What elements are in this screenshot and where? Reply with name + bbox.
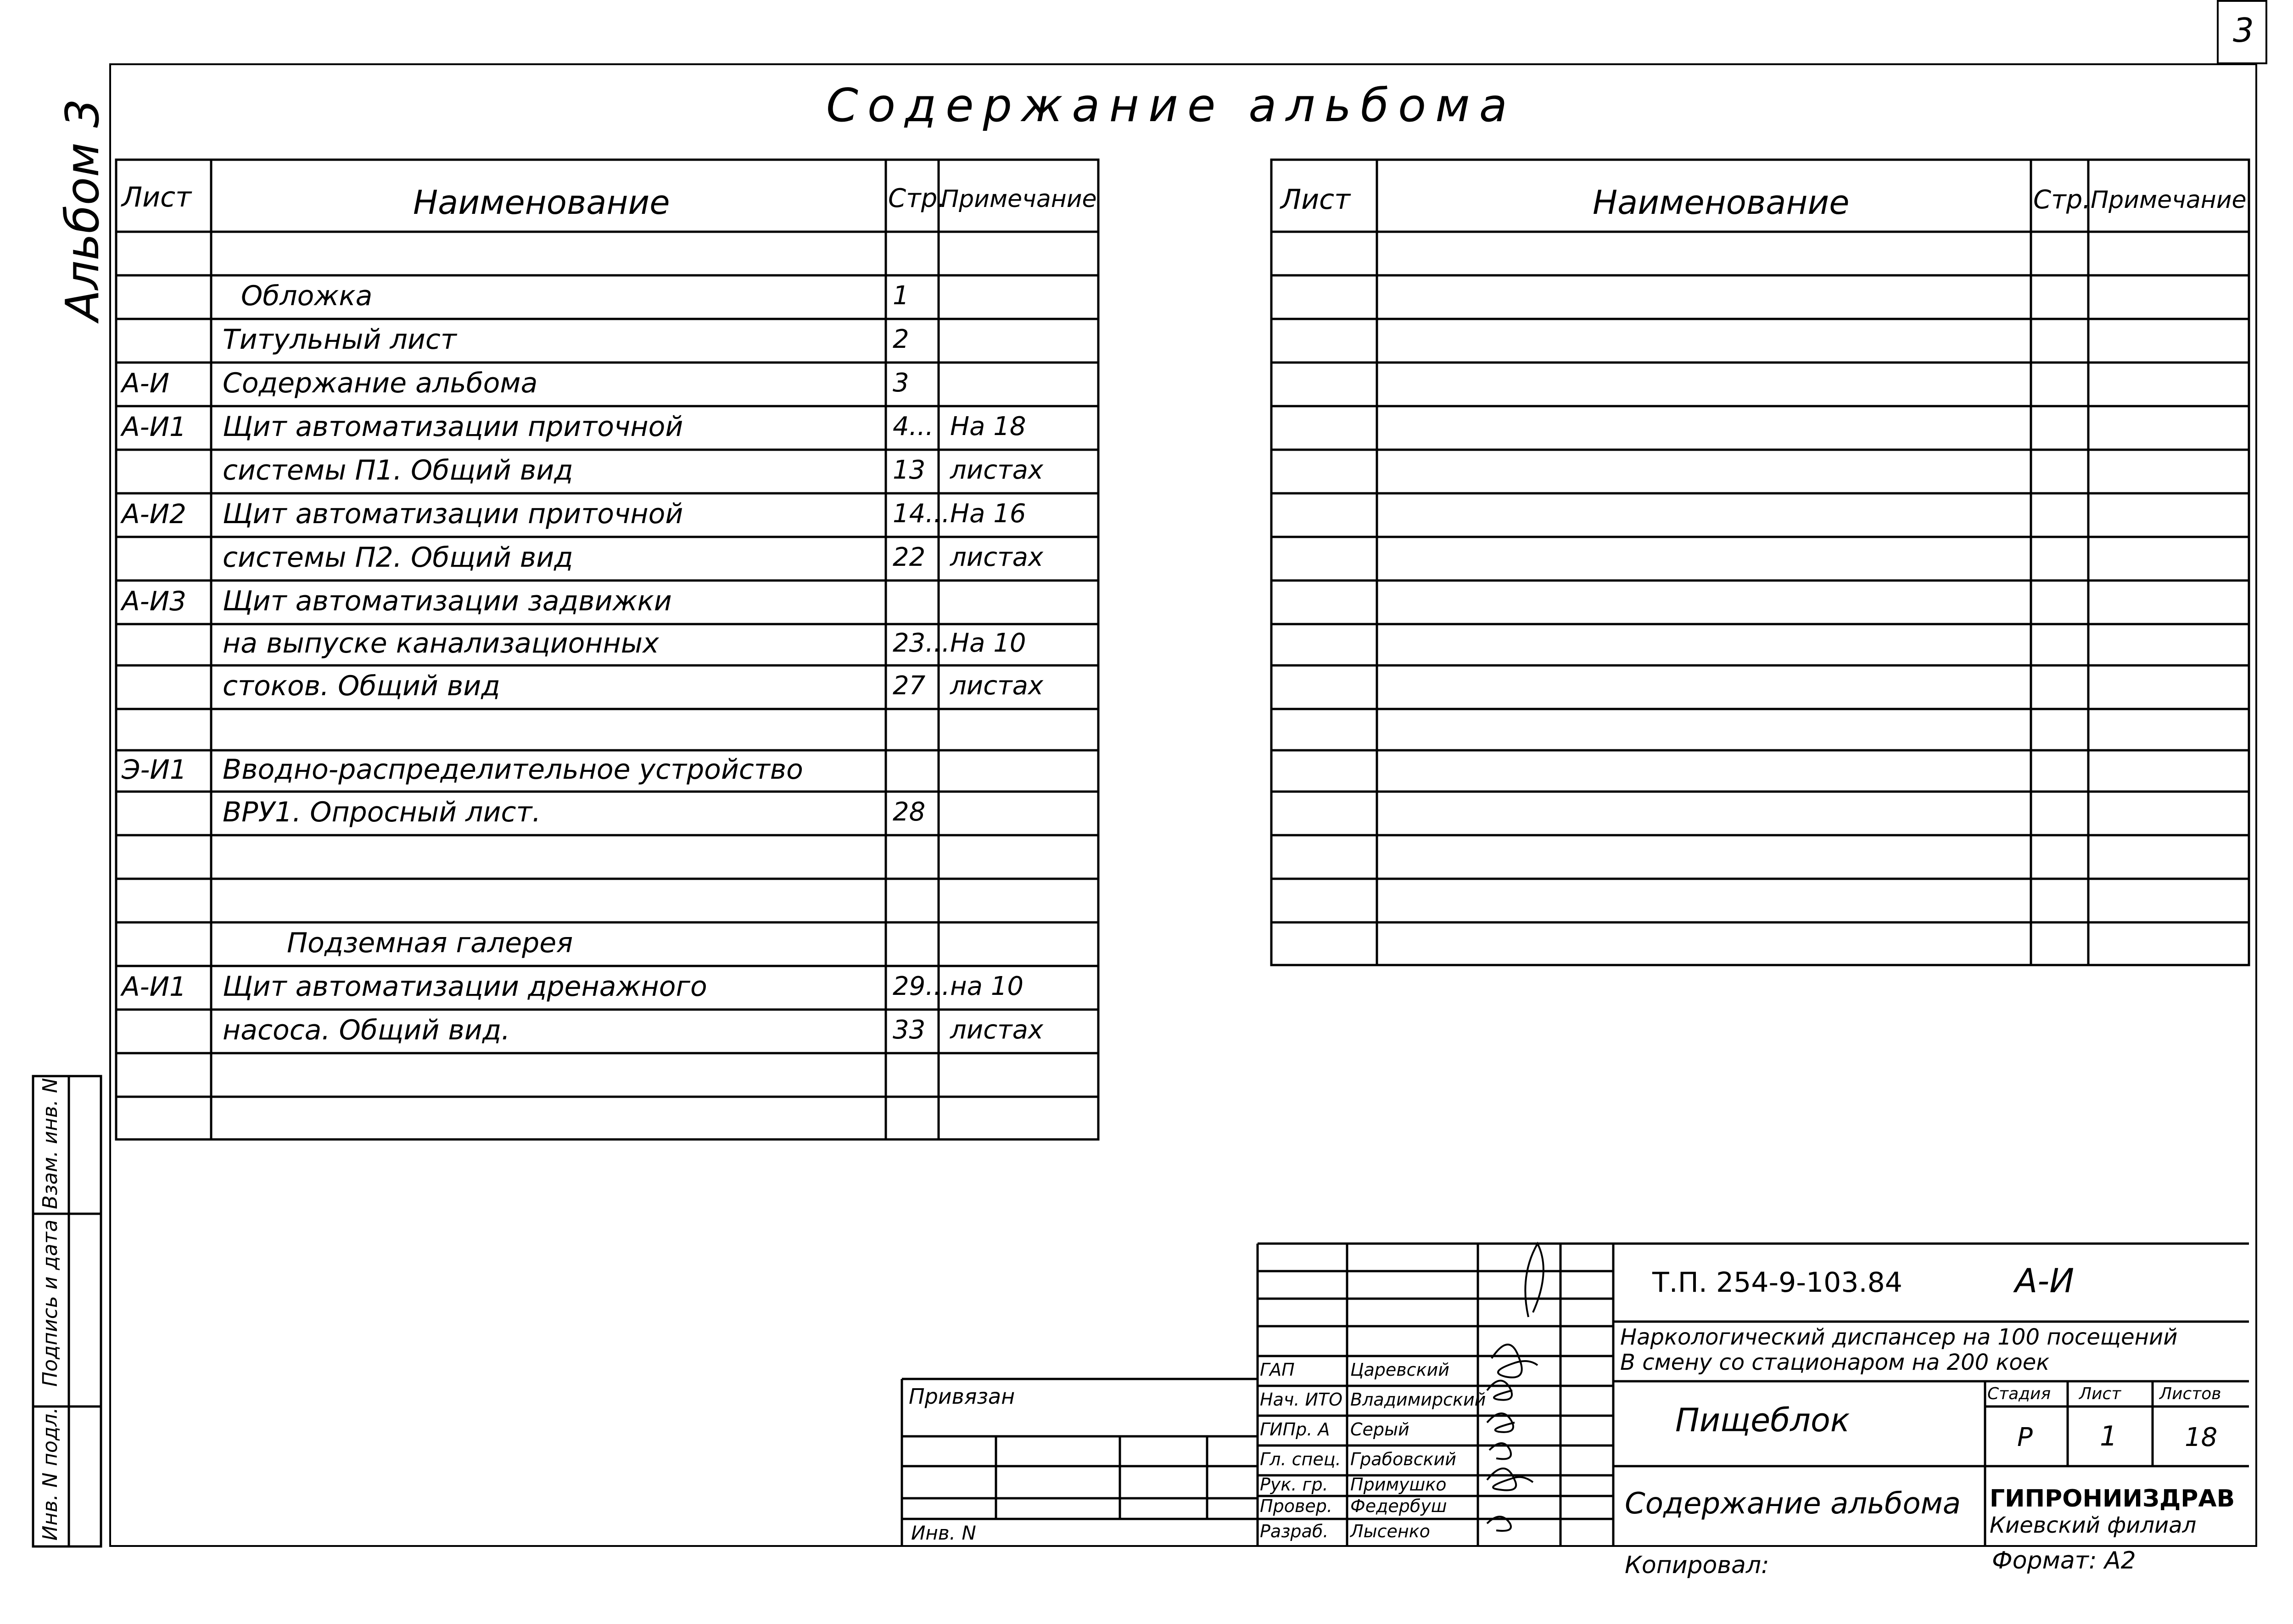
left-row-page: 27: [893, 670, 926, 701]
staff-name: Грабовский: [1350, 1449, 1456, 1469]
left-row-page: 14...: [893, 498, 950, 529]
staff-role: Провер.: [1260, 1496, 1332, 1516]
left-header-name: Наименование: [413, 183, 670, 222]
stage-header: Стадия: [1987, 1384, 2051, 1403]
left-row-name: Щит автоматизации приточной: [223, 497, 683, 530]
left-row-note: листах: [950, 455, 1044, 485]
side-label-vzam-inv: Взам. инв. N: [39, 1078, 62, 1209]
staff-name: Примушко: [1350, 1474, 1447, 1495]
left-row-note: листах: [950, 542, 1044, 572]
left-header-sheet: Лист: [122, 181, 192, 213]
staff-name: Федербуш: [1350, 1496, 1447, 1516]
copied-label: Копировал:: [1625, 1551, 1769, 1579]
staff-role: ГИПр. А: [1260, 1419, 1330, 1440]
left-row-name: Щит автоматизации дренажного: [223, 970, 707, 1003]
left-row-name: системы П1. Общий вид: [223, 454, 573, 486]
format-label: Формат: А2: [1992, 1547, 2136, 1574]
sheet-header: Лист: [2079, 1384, 2121, 1403]
left-row-name: Подземная галерея: [287, 926, 573, 959]
left-row-page: 1: [893, 280, 909, 311]
building-name: Пищеблок: [1675, 1401, 1850, 1439]
left-row-page: 4...: [893, 411, 934, 441]
left-row-name: Титульный лист: [223, 323, 457, 356]
left-row-sheet: А-И1: [122, 411, 186, 442]
left-row-sheet: Э-И1: [122, 754, 187, 786]
staff-name: Царевский: [1350, 1359, 1449, 1380]
left-row-sheet: А-И: [122, 367, 169, 399]
left-row-page: 3: [893, 368, 909, 398]
org-line-1: ГИПРОНИИЗДРАВ: [1990, 1485, 2235, 1512]
left-row-page: 29...: [893, 971, 950, 1001]
album-side-label: Альбом 3: [56, 99, 109, 321]
left-row-sheet: А-И2: [122, 498, 186, 530]
left-row-sheet: А-И3: [122, 585, 186, 617]
left-row-page: 22: [893, 542, 926, 572]
left-row-page: 23...: [893, 628, 950, 659]
staff-role: Рук. гр.: [1260, 1474, 1328, 1495]
signatures: [1487, 1244, 1544, 1531]
side-label-signature: Подпись и дата: [39, 1219, 62, 1387]
left-row-name: Обложка: [241, 279, 373, 312]
left-row-note: На 16: [950, 498, 1026, 529]
inv-label: Инв. N: [911, 1522, 976, 1544]
sheets-header: Листов: [2159, 1384, 2221, 1403]
right-header-page: Стр.: [2033, 185, 2091, 215]
left-row-page: 13: [893, 455, 926, 485]
staff-role: Гл. спец.: [1260, 1449, 1341, 1469]
left-row-name: ВРУ1. Опросный лист.: [223, 796, 541, 828]
right-header-sheet: Лист: [1281, 184, 1351, 216]
sheet-title: Содержание альбома: [1625, 1487, 1961, 1521]
project-line-2: В смену со стационаром на 200 коек: [1620, 1350, 2050, 1375]
left-header-note: Примечание: [941, 185, 1097, 213]
staff-role: Нач. ИТО: [1260, 1389, 1343, 1410]
left-header-page: Стр.: [888, 184, 946, 213]
stage-value: Р: [2017, 1423, 2033, 1452]
left-row-note: На 18: [950, 411, 1026, 441]
left-row-name: насоса. Общий вид.: [223, 1014, 510, 1046]
left-row-name: Содержание альбома: [223, 367, 538, 399]
left-row-note: на 10: [950, 971, 1023, 1001]
sheets-total: 18: [2185, 1423, 2218, 1452]
staff-name: Серый: [1350, 1419, 1409, 1440]
project-line-1: Наркологический диспансер на 100 посещений: [1620, 1324, 2178, 1350]
left-row-note: На 10: [950, 628, 1026, 659]
staff-role: ГАП: [1260, 1359, 1295, 1380]
left-row-note: листах: [950, 1015, 1044, 1045]
left-row-note: листах: [950, 670, 1044, 701]
staff-role: Разраб.: [1260, 1521, 1329, 1541]
left-row-name: системы П2. Общий вид: [223, 541, 573, 574]
sheet-code: А-И: [2015, 1261, 2075, 1300]
sheet-number: 1: [2100, 1420, 2118, 1452]
right-header-note: Примечание: [2091, 186, 2247, 214]
left-row-sheet: А-И1: [122, 971, 186, 1002]
privyazan-label: Привязан: [909, 1384, 1015, 1409]
page-title: Содержание альбома: [826, 78, 1516, 132]
left-row-page: 28: [893, 797, 926, 827]
doc-code: Т.П. 254-9-103.84: [1652, 1267, 1902, 1299]
corner-number: 3: [2233, 11, 2254, 50]
org-line-2: Киевский филиал: [1990, 1512, 2197, 1538]
left-row-page: 2: [893, 324, 909, 354]
left-row-name: стоков. Общий вид: [223, 670, 500, 702]
left-row-name: Вводно-распределительное устройство: [223, 753, 803, 786]
left-row-page: 33: [893, 1015, 926, 1045]
left-row-name: на выпуске канализационных: [223, 627, 659, 659]
staff-name: Владимирский: [1350, 1389, 1486, 1410]
right-header-name: Наименование: [1593, 183, 1850, 222]
left-row-name: Щит автоматизации задвижки: [223, 585, 672, 617]
left-row-name: Щит автоматизации приточной: [223, 410, 683, 443]
staff-name: Лысенко: [1350, 1521, 1430, 1541]
side-label-inv-podl: Инв. N подл.: [39, 1407, 62, 1541]
